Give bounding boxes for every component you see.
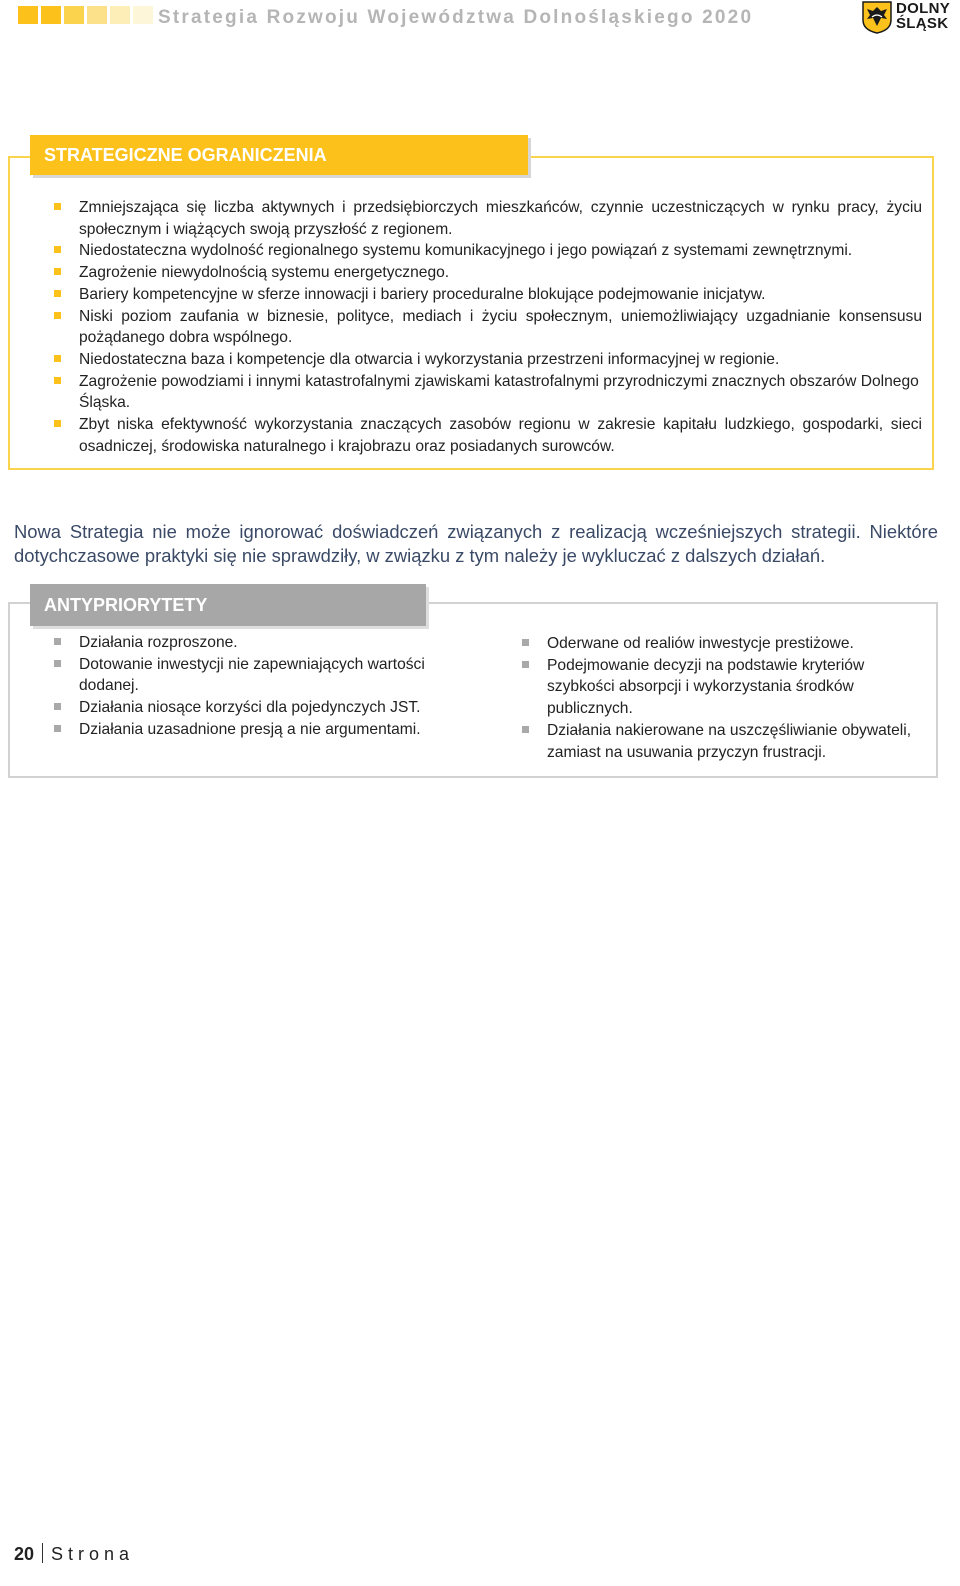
square-bullet-icon (522, 726, 529, 733)
square-bullet-icon (54, 377, 61, 384)
list-item: Zmniejszająca się liczba aktywnych i przedsiębiorczych mieszkańców, czynnie uczestniczących w rynku pracy, życiu społecznym i wiążących swoją przyszłość z regionem. (52, 197, 922, 240)
page-number: 20 (14, 1544, 35, 1564)
page-word: Strona (51, 1544, 135, 1564)
header-square (110, 6, 130, 24)
header-square (18, 6, 38, 24)
list-item: Niedostateczna baza i kompetencje dla otwarcia i wykorzystania przestrzeni informacyjnej w regionie. (52, 349, 922, 371)
header-title: Strategia Rozwoju Województwa Dolnośląskiego 2020 (158, 7, 754, 28)
square-bullet-icon (54, 290, 61, 297)
list-item: Działania nakierowane na uszczęśliwianie obywateli, zamiast na usuwania przyczyn frustracji. (520, 720, 934, 763)
square-bullet-icon (54, 703, 61, 710)
list-item: Niedostateczna wydolność regionalnego systemu komunikacyjnego i jego powiązań z systemami zewnętrznymi. (52, 240, 922, 262)
page-header (0, 0, 960, 40)
list-item: Oderwane od realiów inwestycje prestiżowe. (520, 633, 934, 655)
body-paragraph: Nowa Strategia nie może ignorować doświadczeń związanych z realizacją wcześniejszych strategii. Niektóre dotychczasowe praktyki się nie sprawdziły, w związku z tym należy je wykluczać z dalszych działań. (14, 521, 938, 567)
antipriorities-title: ANTYPRIORYTETY (44, 595, 208, 615)
header-square (41, 6, 61, 24)
square-bullet-icon (54, 203, 61, 210)
list-item: Działania niosące korzyści dla pojedynczych JST. (52, 697, 472, 719)
list-item: Zagrożenie powodziami i innymi katastrofalnymi zjawiskami katastrofalnymi przyrodniczymi znacznych obszarów Dolnego Śląska. (52, 371, 922, 414)
square-bullet-icon (54, 660, 61, 667)
logo-line-2: ŚLĄSK (896, 15, 949, 32)
antipriorities-header (30, 584, 426, 626)
constraints-header (30, 135, 528, 175)
list-item: Dotowanie inwestycji nie zapewniających wartości dodanej. (52, 654, 472, 697)
eagle-crest-icon (860, 0, 894, 34)
square-bullet-icon (54, 246, 61, 253)
square-bullet-icon (54, 355, 61, 362)
list-item: Bariery kompetencyjne w sferze innowacji i bariery proceduralne blokujące podejmowanie inicjatyw. (52, 284, 922, 306)
logo-line-1: DOLNY (896, 0, 950, 17)
antipriorities-left-list (52, 632, 472, 741)
list-item: Działania rozproszone. (52, 632, 472, 654)
list-item: Zagrożenie niewydolnością systemu energetycznego. (52, 262, 922, 284)
square-bullet-icon (54, 312, 61, 319)
list-item: Zbyt niska efektywność wykorzystania znaczących zasobów regionu w zakresie kapitału ludzkiego, gospodarki, sieci osadniczej, środowiska naturalnego i krajobrazu oraz posiadanych surowców. (52, 414, 922, 457)
constraints-title: STRATEGICZNE OGRANICZENIA (44, 145, 327, 165)
square-bullet-icon (54, 268, 61, 275)
header-square (64, 6, 84, 24)
square-bullet-icon (522, 639, 529, 646)
square-bullet-icon (54, 725, 61, 732)
constraints-list (52, 197, 922, 457)
header-square (133, 6, 153, 24)
antipriorities-right-list (520, 633, 934, 763)
footer-divider (42, 1543, 43, 1563)
dolny-slask-logo (860, 0, 956, 34)
square-bullet-icon (54, 420, 61, 427)
page-footer (14, 1543, 134, 1565)
header-square (87, 6, 107, 24)
list-item: Niski poziom zaufania w biznesie, polityce, mediach i życiu społecznym, uniemożliwiający uzgadnianie konsensusu pożądanego dobra wspólnego. (52, 306, 922, 349)
square-bullet-icon (54, 638, 61, 645)
list-item: Działania uzasadnione presją a nie argumentami. (52, 719, 472, 741)
square-bullet-icon (522, 661, 529, 668)
list-item: Podejmowanie decyzji na podstawie kryteriów szybkości absorpcji i wykorzystania środków publicznych. (520, 655, 934, 720)
logo-wordmark (896, 1, 950, 31)
